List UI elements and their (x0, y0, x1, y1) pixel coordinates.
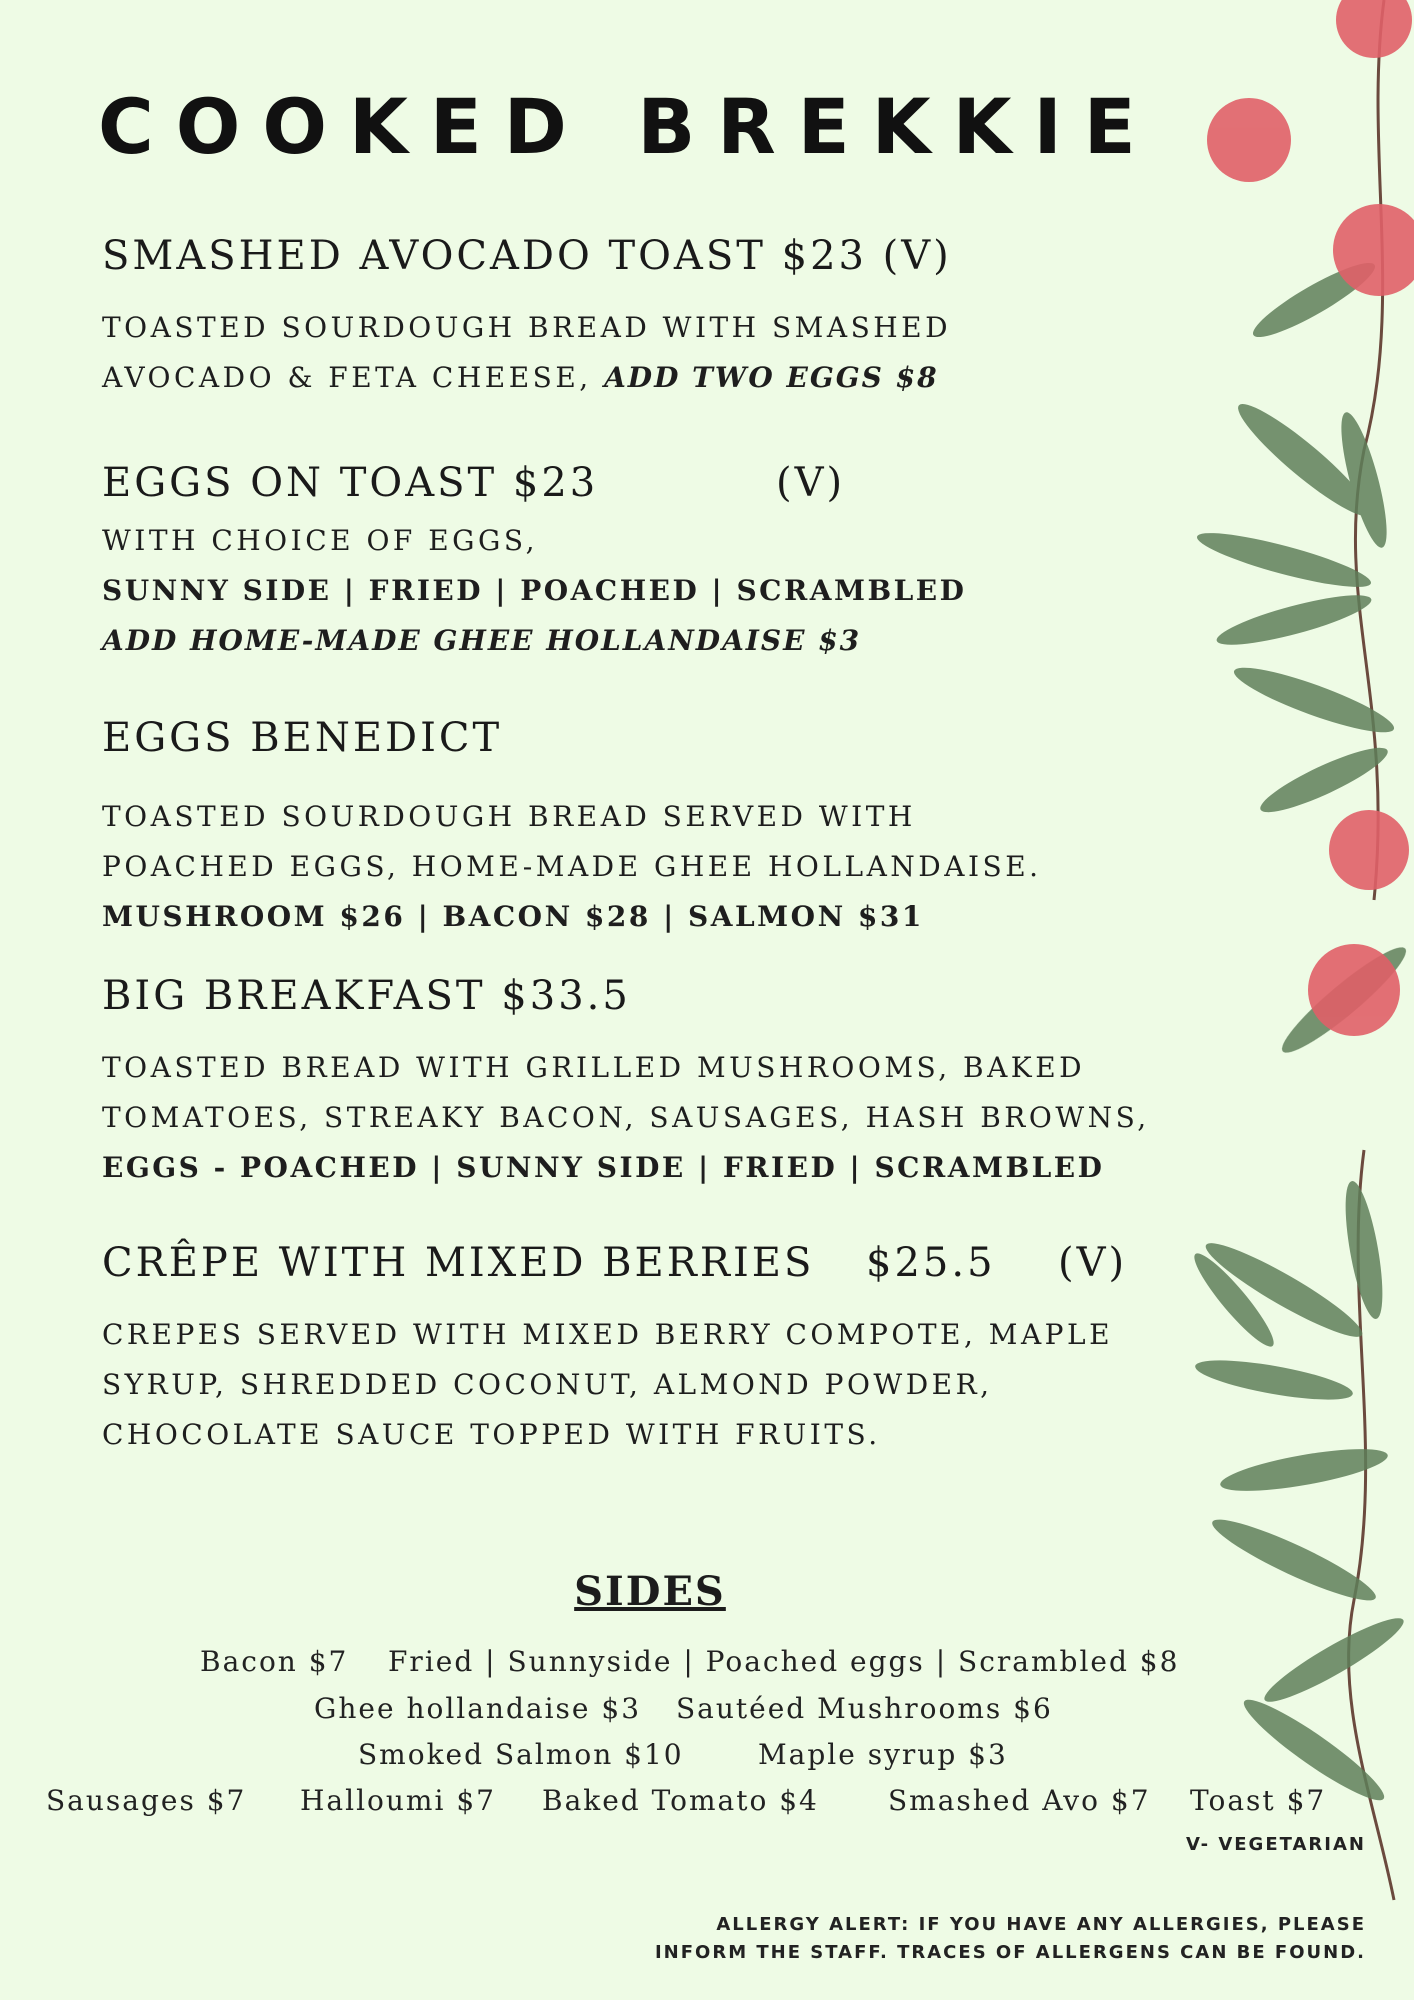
item-crepe-veg: (V) (1058, 1240, 1128, 1286)
side-avo: Smashed Avo $7 (888, 1784, 1151, 1817)
item-eggs-toast-name: EGGS ON TOAST $23 (102, 460, 599, 506)
side-halloumi: Halloumi $7 (300, 1784, 496, 1817)
item-crepe-desc-1: CREPES SERVED WITH MIXED BERRY COMPOTE, MAPLE (102, 1318, 1114, 1351)
item-benedict-desc-2: POACHED EGGS, HOME-MADE GHEE HOLLANDAISE. (102, 850, 1042, 883)
item-eggs-toast-options: SUNNY SIDE | FRIED | POACHED | SCRAMBLED (102, 574, 967, 607)
item-avocado-addon: ADD TWO EGGS $8 (604, 361, 939, 394)
allergy-alert-line-1: ALLERGY ALERT: IF YOU HAVE ANY ALLERGIES, PLEASE (716, 1914, 1366, 1935)
side-maple: Maple syrup $3 (758, 1738, 1008, 1771)
item-eggs-toast-addon: ADD HOME-MADE GHEE HOLLANDAISE $3 (102, 624, 862, 657)
allergy-alert-line-2: INFORM THE STAFF. TRACES OF ALLERGENS CAN BE FOUND. (654, 1942, 1366, 1963)
floral-decoration (1114, 0, 1414, 2000)
side-sausages: Sausages $7 (46, 1784, 247, 1817)
item-crepe-desc-2: SYRUP, SHREDDED COCONUT, ALMOND POWDER, (102, 1368, 993, 1401)
side-tomato: Baked Tomato $4 (542, 1784, 819, 1817)
item-big-breakfast-desc-2: TOMATOES, STREAKY BACON, SAUSAGES, HASH BROWNS, (102, 1101, 1150, 1134)
item-avocado-desc-1: TOASTED SOURDOUGH BREAD WITH SMASHED (102, 311, 952, 344)
item-benedict-desc-1: TOASTED SOURDOUGH BREAD SERVED WITH (102, 800, 916, 833)
item-eggs-toast-desc-1: WITH CHOICE OF EGGS, (102, 524, 538, 557)
item-eggs-toast-veg: (V) (776, 460, 846, 506)
menu-title: COOKED BREKKIE (98, 82, 1158, 171)
item-crepe-desc-3: CHOCOLATE SAUCE TOPPED WITH FRUITS. (102, 1418, 881, 1451)
item-avocado-name: SMASHED AVOCADO TOAST $23 (V) (102, 233, 952, 279)
side-eggs: Fried | Sunnyside | Poached eggs | Scrambled $8 (388, 1645, 1180, 1678)
item-crepe-price: $25.5 (866, 1240, 996, 1286)
item-benedict-name: EGGS BENEDICT (102, 715, 503, 761)
side-hollandaise: Ghee hollandaise $3 (314, 1692, 642, 1725)
item-benedict-options: MUSHROOM $26 | BACON $28 | SALMON $31 (102, 900, 924, 933)
item-big-breakfast-name: BIG BREAKFAST $33.5 (102, 973, 631, 1019)
item-avocado-desc-2-text: AVOCADO & FETA CHEESE, (102, 361, 605, 394)
item-crepe-name: CRÊPE WITH MIXED BERRIES (102, 1240, 815, 1286)
vegetarian-legend: V- VEGETARIAN (1185, 1834, 1366, 1855)
item-big-breakfast-options: EGGS - POACHED | SUNNY SIDE | FRIED | SCRAMBLED (102, 1151, 1105, 1184)
sides-title: SIDES (574, 1568, 726, 1615)
side-toast: Toast $7 (1190, 1784, 1327, 1817)
side-bacon: Bacon $7 (200, 1645, 349, 1678)
item-avocado-desc-2 (102, 361, 939, 394)
side-mushrooms: Sautéed Mushrooms $6 (676, 1692, 1053, 1725)
item-big-breakfast-desc-1: TOASTED BREAD WITH GRILLED MUSHROOMS, BAKED (102, 1051, 1086, 1084)
side-salmon: Smoked Salmon $10 (358, 1738, 684, 1771)
